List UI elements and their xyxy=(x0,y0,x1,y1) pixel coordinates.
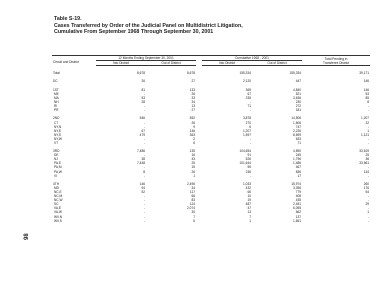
cell-total-pending: 146 xyxy=(363,87,370,92)
row-label: VA,E xyxy=(54,206,62,211)
cell-into-district-cumulative: 13 xyxy=(247,210,251,215)
cell-total-pending: - xyxy=(367,218,370,223)
row-label: WV,N xyxy=(54,214,63,219)
cell-out-of-district-12mo: 9 xyxy=(193,124,195,129)
row-label: NH xyxy=(54,99,59,104)
table-body xyxy=(52,66,370,223)
cell-into-district-cumulative: 71 xyxy=(247,103,251,108)
cell-out-of-district-cumulative: 2,226 xyxy=(293,128,302,133)
row-label: NY,E xyxy=(54,128,62,133)
cell-into-district-12mo: - xyxy=(143,107,145,112)
cell-into-district-cumulative: 526 xyxy=(245,157,251,162)
cell-into-district-cumulative: 235 xyxy=(245,95,251,100)
cell-into-district-12mo: 7,448 xyxy=(137,161,145,166)
cell-into-district-12mo: 479 xyxy=(139,132,145,137)
cell-into-district-cumulative: 101,644 xyxy=(239,161,251,166)
cell-into-district-cumulative: 7 xyxy=(249,214,251,219)
cell-out-of-district-cumulative: 14,506 xyxy=(291,116,302,121)
cell-into-district-cumulative: 10 xyxy=(247,194,251,199)
cell-out-of-district-12mo: 7 xyxy=(193,214,195,219)
row-label: MA xyxy=(54,95,59,100)
cell-out-of-district-12mo: 43 xyxy=(191,157,195,162)
cell-total-pending: 134 xyxy=(363,169,370,174)
cell-out-of-district-cumulative: 6,055 xyxy=(293,206,302,211)
row-label: VI xyxy=(54,173,58,178)
cell-into-district-cumulative: 19 xyxy=(247,198,251,203)
cell-out-of-district-cumulative: 1,651 xyxy=(293,218,302,223)
cell-into-district-cumulative: 487 xyxy=(245,202,251,207)
cell-out-of-district-cumulative: 4,890 xyxy=(293,149,302,154)
cell-into-district-12mo: - xyxy=(143,198,145,203)
cell-into-district-12mo: 94 xyxy=(141,186,145,191)
cell-into-district-12mo: - xyxy=(143,91,145,96)
cell-out-of-district-cumulative: 272 xyxy=(295,103,302,108)
cell-total-pending: 1,121 xyxy=(361,132,370,137)
district-row xyxy=(52,219,370,223)
cell-out-of-district-12mo: 34 xyxy=(191,186,195,191)
cell-out-of-district-12mo: 26 xyxy=(191,120,195,125)
cell-out-of-district-cumulative: 467 xyxy=(295,165,302,170)
row-label: WV,S xyxy=(54,218,62,223)
cell-out-of-district-12mo: 15 xyxy=(191,165,195,170)
row-label: NJ xyxy=(54,157,58,162)
cell-into-district-12mo: 26 xyxy=(141,79,145,84)
cell-total-pending: 22 xyxy=(365,120,370,125)
cell-into-district-12mo: 546 xyxy=(139,116,145,121)
cell-out-of-district-12mo: 6 xyxy=(193,218,195,223)
cell-total-pending: - xyxy=(367,136,370,141)
cell-into-district-cumulative: 6 xyxy=(249,124,251,129)
cell-total-pending: - xyxy=(367,173,370,178)
row-label: NY,N xyxy=(54,124,62,129)
cell-into-district-12mo: - xyxy=(143,124,145,129)
cell-into-district-12mo: - xyxy=(143,136,145,141)
cell-out-of-district-12mo: 25 xyxy=(191,161,195,166)
cell-out-of-district-12mo: 552 xyxy=(189,116,195,121)
cell-total-pending: - xyxy=(367,140,370,145)
cell-out-of-district-cumulative: 747 xyxy=(295,124,302,129)
row-label: VA,W xyxy=(54,210,62,215)
row-label: NC,E xyxy=(54,190,62,195)
cell-into-district-12mo: - xyxy=(143,206,145,211)
cell-into-district-12mo: - xyxy=(143,103,145,108)
table-number: Table S-19. xyxy=(54,16,82,22)
header-group-cumulative: Cumulative 1968 - 2001 xyxy=(202,56,302,61)
cell-total-pending: 33,619 xyxy=(359,149,370,154)
cell-into-district-12mo: 38 xyxy=(141,157,145,162)
row-label: NC,M xyxy=(54,194,63,199)
row-label: SC xyxy=(54,202,59,207)
cell-into-district-12mo: - xyxy=(143,202,145,207)
cell-into-district-cumulative: 91 xyxy=(247,153,251,158)
cell-out-of-district-cumulative: 4,840 xyxy=(293,87,302,92)
cell-out-of-district-12mo: 363 xyxy=(189,132,195,137)
page-number: 98 xyxy=(24,233,30,240)
cell-into-district-12mo: 52 xyxy=(141,190,145,195)
cell-out-of-district-12mo: 6 xyxy=(193,140,195,145)
cell-out-of-district-12mo: 26 xyxy=(191,169,195,174)
cell-into-district-cumulative: - xyxy=(249,99,251,104)
cell-out-of-district-12mo: 2,074 xyxy=(187,206,195,211)
cell-total-pending: 260 xyxy=(363,182,370,187)
cell-out-of-district-cumulative: 137 xyxy=(295,214,302,219)
cell-into-district-12mo: - xyxy=(143,140,145,145)
cell-total-pending: 1 xyxy=(367,128,370,133)
row-label: 1ST xyxy=(53,87,59,92)
cell-into-district-cumulative: 236 xyxy=(245,169,251,174)
cell-into-district-12mo: - xyxy=(143,165,145,170)
header-total-pending xyxy=(302,56,370,66)
cell-into-district-cumulative: 104,654 xyxy=(239,149,251,154)
header-group-12-months: 12 Months Ending September 30, 2001 xyxy=(96,56,196,61)
cell-out-of-district-12mo: 117 xyxy=(189,190,195,195)
cell-into-district-cumulative: 1,207 xyxy=(243,128,251,133)
cell-out-of-district-cumulative: 408 xyxy=(295,194,302,199)
cell-out-of-district-12mo: 33 xyxy=(191,95,195,100)
cell-out-of-district-cumulative: 521 xyxy=(295,91,302,96)
cell-out-of-district-12mo: 13 xyxy=(191,103,195,108)
cell-out-of-district-cumulative: 230 xyxy=(295,99,302,104)
cell-into-district-12mo: 67 xyxy=(141,128,145,133)
row-label: 3RD xyxy=(53,149,60,154)
row-label: PA,M xyxy=(54,165,62,170)
row-label: MD xyxy=(54,186,59,191)
cell-into-district-12mo: - xyxy=(143,214,145,219)
cell-into-district-cumulative: 432 xyxy=(245,186,251,191)
row-label: DE xyxy=(54,153,59,158)
cell-into-district-12mo: - xyxy=(143,210,145,215)
cell-total-pending: - xyxy=(367,214,370,219)
cell-out-of-district-12mo: 27 xyxy=(191,107,195,112)
table-subtitle: Cumulative From September 1968 Through September 30, 2001 xyxy=(54,29,214,36)
cell-into-district-cumulative: 270 xyxy=(245,120,251,125)
cell-total-pending: 25 xyxy=(365,153,370,158)
row-label: RI xyxy=(54,103,58,108)
cell-total-pending: - xyxy=(367,165,370,170)
cell-out-of-district-cumulative: 245 xyxy=(295,153,302,158)
cell-into-district-cumulative: 369 xyxy=(245,87,251,92)
cell-out-of-district-12mo: 135 xyxy=(189,149,195,154)
cell-total-pending: 85 xyxy=(365,95,370,100)
cell-out-of-district-12mo: 8,678 xyxy=(187,70,195,75)
cell-into-district-cumulative: - xyxy=(249,107,251,112)
cell-total-pending: 146 xyxy=(363,79,370,84)
row-label: VT xyxy=(54,140,59,145)
cell-total-pending: - xyxy=(367,107,370,112)
cell-out-of-district-cumulative: 447 xyxy=(295,79,302,84)
cell-into-district-12mo: - xyxy=(143,173,145,178)
cell-out-of-district-12mo: 26 xyxy=(191,91,195,96)
cell-total-pending: - xyxy=(367,206,370,211)
cell-into-district-cumulative: 67 xyxy=(247,91,251,96)
cell-into-district-12mo: 8 xyxy=(143,169,145,174)
cell-total-pending: 54 xyxy=(365,190,370,195)
cell-out-of-district-cumulative: 1,796 xyxy=(293,157,302,162)
cell-out-of-district-12mo: 27 xyxy=(191,79,195,84)
cell-out-of-district-cumulative: 435 xyxy=(295,198,302,203)
cell-into-district-12mo: 53 xyxy=(141,95,145,100)
row-label: ME xyxy=(54,91,59,96)
cell-into-district-cumulative: 47 xyxy=(247,206,251,211)
cell-into-district-12mo: - xyxy=(143,218,145,223)
cell-total-pending: - xyxy=(367,194,370,199)
cell-total-pending: 29 xyxy=(365,202,370,207)
cell-out-of-district-cumulative: 181 xyxy=(295,107,302,112)
cell-out-of-district-12mo: 30 xyxy=(191,210,195,215)
header-circuit: Circuit and District xyxy=(52,56,96,66)
cell-into-district-cumulative: - xyxy=(249,173,251,178)
cell-total-pending: 176 xyxy=(363,186,370,191)
header-out-of-district-cumulative: Out of District xyxy=(252,61,302,66)
cell-out-of-district-cumulative: 836 xyxy=(295,169,302,174)
cell-total-pending: 53 xyxy=(365,91,370,96)
cell-total-pending: - xyxy=(367,198,370,203)
row-label: NY,S xyxy=(54,132,62,137)
cell-into-district-12mo: 146 xyxy=(139,182,145,187)
cell-total-pending: - xyxy=(367,124,370,129)
cell-total-pending: 8 xyxy=(367,99,370,104)
table-title-block xyxy=(54,16,243,36)
cell-out-of-district-12mo: 2,496 xyxy=(187,182,195,187)
cell-into-district-12mo: 8,678 xyxy=(137,70,145,75)
cell-into-district-cumulative: 1,033 xyxy=(243,182,251,187)
header-total-pending-line2: Transferee District xyxy=(323,60,349,65)
cell-into-district-cumulative: 66 xyxy=(247,190,251,195)
header-total-pending-line1: Total Pending in xyxy=(324,56,348,61)
header-into-district-cumulative: Into District xyxy=(202,61,252,66)
cell-into-district-12mo: - xyxy=(143,120,145,125)
cell-out-of-district-12mo: 146 xyxy=(189,128,195,133)
cell-into-district-cumulative: 1 xyxy=(249,218,251,223)
row-label: NY,W xyxy=(54,136,62,141)
row-label: CT xyxy=(54,120,59,125)
cell-into-district-12mo: - xyxy=(143,153,145,158)
row-label: Total xyxy=(53,70,60,75)
cell-total-pending: 1,207 xyxy=(361,116,370,121)
cell-out-of-district-12mo: 2 xyxy=(193,136,195,141)
cell-into-district-cumulative: - xyxy=(249,140,251,145)
cell-out-of-district-12mo: 1 xyxy=(193,173,195,178)
cell-out-of-district-12mo: 34 xyxy=(191,99,195,104)
table-title: Cases Transferred by Order of the Judicial Panel on Multidistrict Litigation, xyxy=(54,22,243,29)
cell-out-of-district-12mo: 66 xyxy=(191,194,195,199)
cell-into-district-cumulative: - xyxy=(249,136,251,141)
cell-out-of-district-cumulative: 1,486 xyxy=(293,161,302,166)
cell-out-of-district-cumulative: 8,699 xyxy=(293,132,302,137)
cell-into-district-cumulative: 155,334 xyxy=(239,70,251,75)
cell-out-of-district-cumulative: 15,974 xyxy=(291,182,302,187)
transfer-table xyxy=(52,55,370,223)
cell-into-district-12mo: 7,486 xyxy=(137,149,145,154)
cell-out-of-district-cumulative: 3,396 xyxy=(293,186,302,191)
cell-out-of-district-cumulative: 3,636 xyxy=(293,95,302,100)
header-into-district-12mo: Into District xyxy=(96,61,146,66)
cell-out-of-district-cumulative: 779 xyxy=(295,190,302,195)
cell-total-pending: - xyxy=(367,103,370,108)
cell-out-of-district-cumulative: 71 xyxy=(297,140,302,145)
cell-into-district-cumulative: 55 xyxy=(247,165,251,170)
cell-out-of-district-cumulative: 1,606 xyxy=(293,120,302,125)
row-label: PA,W xyxy=(54,169,62,174)
row-label: 4TH xyxy=(53,182,60,187)
cell-total-pending: 1 xyxy=(367,210,370,215)
row-label: NC,W xyxy=(54,198,63,203)
row-label: PR xyxy=(54,107,59,112)
cell-out-of-district-cumulative: 633 xyxy=(295,136,302,141)
cell-out-of-district-cumulative: 155,334 xyxy=(289,70,302,75)
cell-into-district-12mo: 81 xyxy=(141,87,145,92)
cell-total-pending: 33,561 xyxy=(359,161,370,166)
cell-out-of-district-12mo: 16 xyxy=(191,153,195,158)
cell-out-of-district-12mo: 133 xyxy=(189,87,195,92)
header-out-of-district-12mo: Out of District xyxy=(146,61,196,66)
cell-total-pending: 39,171 xyxy=(359,70,370,75)
row-label: 2ND xyxy=(53,116,60,121)
cell-into-district-12mo: - xyxy=(143,194,145,199)
cell-total-pending: 36 xyxy=(365,157,370,162)
cell-into-district-cumulative: 1,597 xyxy=(243,132,251,137)
cell-into-district-12mo: 28 xyxy=(141,99,145,104)
cell-out-of-district-12mo: 124 xyxy=(189,202,195,207)
cell-out-of-district-12mo: 83 xyxy=(191,198,195,203)
row-label: PA,E xyxy=(54,161,62,166)
row-label: DC xyxy=(53,79,58,84)
cell-out-of-district-cumulative: 2,451 xyxy=(293,202,302,207)
cell-into-district-cumulative: 3,878 xyxy=(243,116,251,121)
cell-into-district-cumulative: 2,120 xyxy=(243,79,251,84)
cell-out-of-district-cumulative: 662 xyxy=(295,210,302,215)
cell-out-of-district-cumulative: 17 xyxy=(297,173,302,178)
